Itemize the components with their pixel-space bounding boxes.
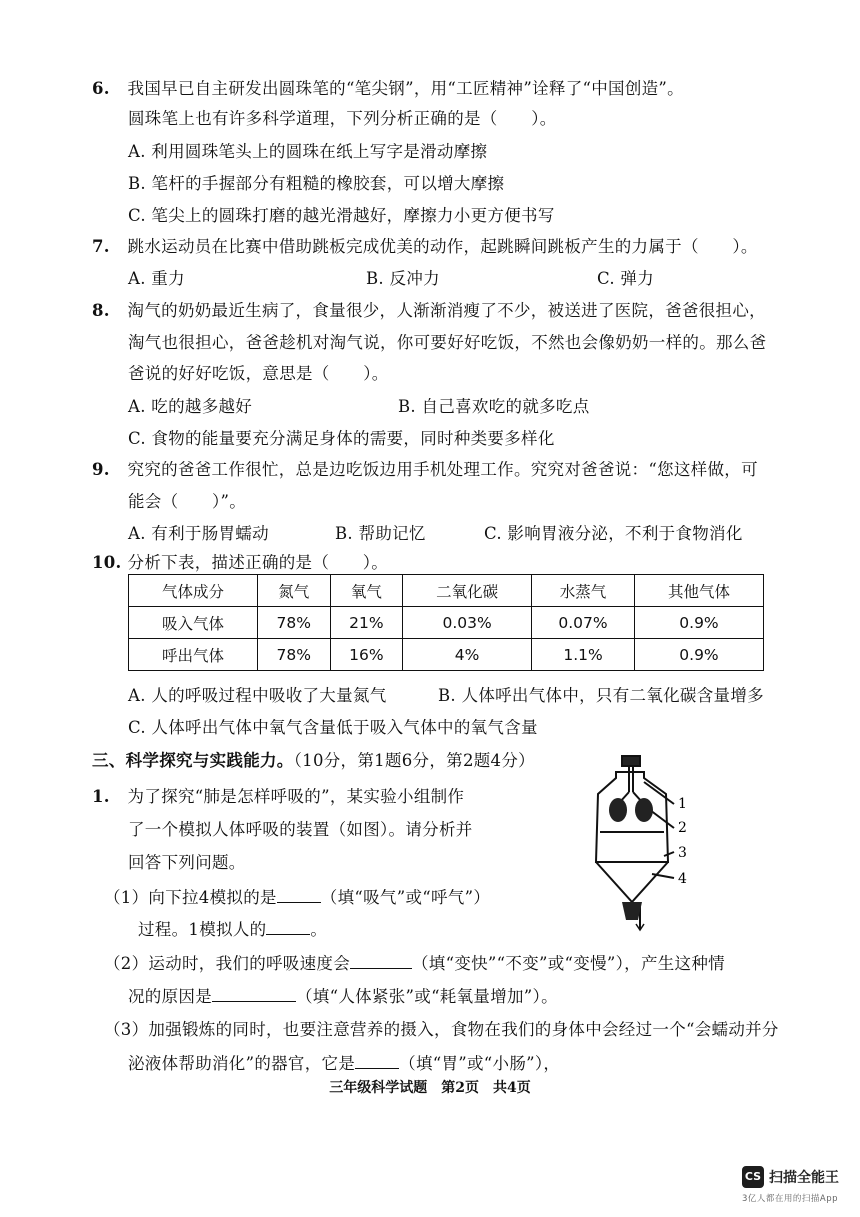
table-row [129, 639, 764, 671]
q6-option-c: C. 笔尖上的圆珠打磨的越光滑越好，摩擦力小更方便书写 [128, 206, 555, 225]
q6-option-b: B. 笔杆的手握部分有粗糙的橡胶套，可以增大摩擦 [128, 174, 505, 193]
table-header-cell: 水蒸气 [532, 575, 635, 607]
q7-option-a: A. 重力 [128, 269, 185, 288]
answer-blank[interactable] [355, 1052, 399, 1069]
s3q1-p3-text-b: 泌液体帮助消化”的器官，它是 [128, 1054, 356, 1073]
s3q1-p1-text-a: （1）向下拉4模拟的是 [104, 888, 277, 907]
table-cell: 16% [330, 639, 403, 671]
q8-option-c: C. 食物的能量要充分满足身体的需要，同时种类要多样化 [128, 429, 555, 448]
s3q1-part3-line2 [128, 1052, 560, 1075]
answer-blank[interactable] [350, 952, 412, 969]
s3q1-p3-text-c: （填“胃”或“小肠”）， [399, 1054, 561, 1073]
table-cell: 0.9% [634, 639, 763, 671]
s3q1-p1-text-c: 过程。1模拟人的 [138, 920, 267, 939]
breathing-model-figure [582, 752, 702, 932]
figure-label-1: 1 [678, 796, 687, 812]
table-header-cell: 二氧化碳 [403, 575, 532, 607]
q10-stem: 分析下表，描述正确的是（ ）。 [127, 553, 389, 572]
table-cell: 78% [257, 607, 330, 639]
q10-option-a: A. 人的呼吸过程中吸收了大量氮气 [128, 686, 387, 705]
q7-number: 7. [92, 237, 110, 256]
s3q1-p2-text-c: 况的原因是 [128, 987, 212, 1006]
q8-number: 8. [92, 301, 110, 320]
s3q1-part2-line1 [104, 952, 725, 975]
q6-number: 6. [92, 79, 110, 98]
q9-line2: 能会（ ）”。 [128, 492, 247, 511]
table-cell: 78% [257, 639, 330, 671]
q6-line2: 圆珠笔上也有许多科学道理，下列分析正确的是（ ）。 [128, 109, 557, 128]
table-header-cell: 氧气 [330, 575, 403, 607]
table-cell: 0.03% [403, 607, 532, 639]
answer-blank[interactable] [266, 918, 310, 935]
q8-line3: 爸说的好好吃饭，意思是（ ）。 [128, 364, 389, 383]
q9-line1 [92, 459, 758, 481]
table-header-cell: 气体成分 [129, 575, 258, 607]
table-header-row [129, 575, 764, 607]
table-cell: 1.1% [532, 639, 635, 671]
s3q1-p2-text-a: （2）运动时，我们的呼吸速度会 [104, 954, 350, 973]
s3q1-number: 1. [92, 787, 110, 806]
q10-option-b: B. 人体呼出气体中，只有二氧化碳含量增多 [438, 686, 764, 705]
page-footer: 三年级科学试题 第2页 共4页 [329, 1080, 531, 1096]
s3q1-p2-text-d: （填“人体紧张”或“耗氧量增加”）。 [296, 987, 558, 1006]
s3q1-part1-line1 [104, 886, 490, 909]
q7-stem: 跳水运动员在比赛中借助跳板完成优美的动作，起跳瞬间跳板产生的力属于（ ）。 [127, 237, 758, 256]
table-row [129, 607, 764, 639]
figure-label-4: 4 [678, 871, 687, 887]
answer-blank[interactable] [277, 886, 321, 903]
s3q1-line1 [92, 786, 464, 808]
q7-option-b: B. 反冲力 [366, 269, 440, 288]
figure-label-2: 2 [678, 820, 687, 836]
answer-blank[interactable] [212, 985, 296, 1002]
q9-option-b: B. 帮助记忆 [335, 524, 426, 543]
table-cell: 0.07% [532, 607, 635, 639]
section3-heading [92, 750, 535, 772]
table-cell: 21% [330, 607, 403, 639]
q6-option-a: A. 利用圆珠笔头上的圆珠在纸上写字是滑动摩擦 [128, 142, 488, 161]
s3q1-part3-line1: （3）加强锻炼的同时，也要注意营养的摄入，食物在我们的身体中会经过一个“会蠕动并分 [104, 1020, 779, 1039]
q9-option-a: A. 有利于肠胃蠕动 [128, 524, 269, 543]
gas-composition-table [128, 574, 764, 671]
table-cell: 呼出气体 [129, 639, 258, 671]
q10-number: 10. [92, 553, 122, 572]
q9-option-c: C. 影响胃液分泌，不利于食物消化 [484, 524, 743, 543]
q8-line2: 淘气也很担心，爸爸趁机对淘气说，你可要好好吃饭，不然也会像奶奶一样的。那么爸 [128, 333, 767, 352]
s3q1-p2-text-b: （填“变快”“不变”或“变慢”），产生这种情 [412, 954, 725, 973]
s3q1-p1-text-d: 。 [310, 920, 328, 939]
q7-line1 [92, 236, 758, 258]
s3q1-stem: 为了探究“肺是怎样呼吸的”，某实验小组制作 [127, 787, 465, 806]
q6-stem: 我国早已自主研发出圆珠笔的“笔尖钢”，用“工匠精神”诠释了“中国创造”。 [127, 79, 684, 98]
s3q1-p1-text-b: （填“吸气”或“呼气”） [320, 888, 491, 907]
s3q1-part1-line2 [138, 918, 327, 941]
stopper-cap [622, 756, 640, 766]
scanner-watermark [742, 1166, 852, 1210]
table-cell: 4% [403, 639, 532, 671]
q9-number: 9. [92, 460, 110, 479]
q8-option-a: A. 吃的越多越好 [128, 397, 253, 416]
section3-score: （10分，第1题6分，第2题4分） [293, 751, 535, 770]
q9-stem: 究究的爸爸工作很忙，总是边吃饭边用手机处理工作。究究对爸爸说：“您这样做，可 [127, 460, 758, 479]
left-lung-balloon [609, 798, 627, 822]
table-header-cell: 氮气 [257, 575, 330, 607]
table-header-cell: 其他气体 [634, 575, 763, 607]
q8-line1 [92, 300, 766, 322]
table-cell: 吸入气体 [129, 607, 258, 639]
section3-title: 三、科学探究与实践能力。 [92, 751, 294, 770]
scanner-logo-icon: CS [742, 1166, 764, 1188]
s3q1-line2: 了一个模拟人体呼吸的装置（如图）。请分析并 [128, 820, 473, 839]
q7-option-c: C. 弹力 [597, 269, 655, 288]
scanner-tagline: 3亿人都在用的扫描App [742, 1194, 839, 1204]
right-lung-balloon [635, 798, 653, 822]
q8-stem: 淘气的奶奶最近生病了，食量很少，人渐渐消瘦了不少，被送进了医院，爸爸很担心， [127, 301, 766, 320]
q6-line1 [92, 78, 684, 100]
scanner-app-name: 扫描全能王 [769, 1170, 839, 1186]
q10-option-c: C. 人体呼出气体中氧气含量低于吸入气体中的氧气含量 [128, 718, 538, 737]
s3q1-line3: 回答下列问题。 [128, 853, 246, 872]
q10-line1 [92, 552, 388, 574]
figure-label-3: 3 [678, 845, 687, 861]
s3q1-part2-line2 [128, 985, 558, 1008]
q8-option-b: B. 自己喜欢吃的就多吃点 [398, 397, 590, 416]
table-cell: 0.9% [634, 607, 763, 639]
